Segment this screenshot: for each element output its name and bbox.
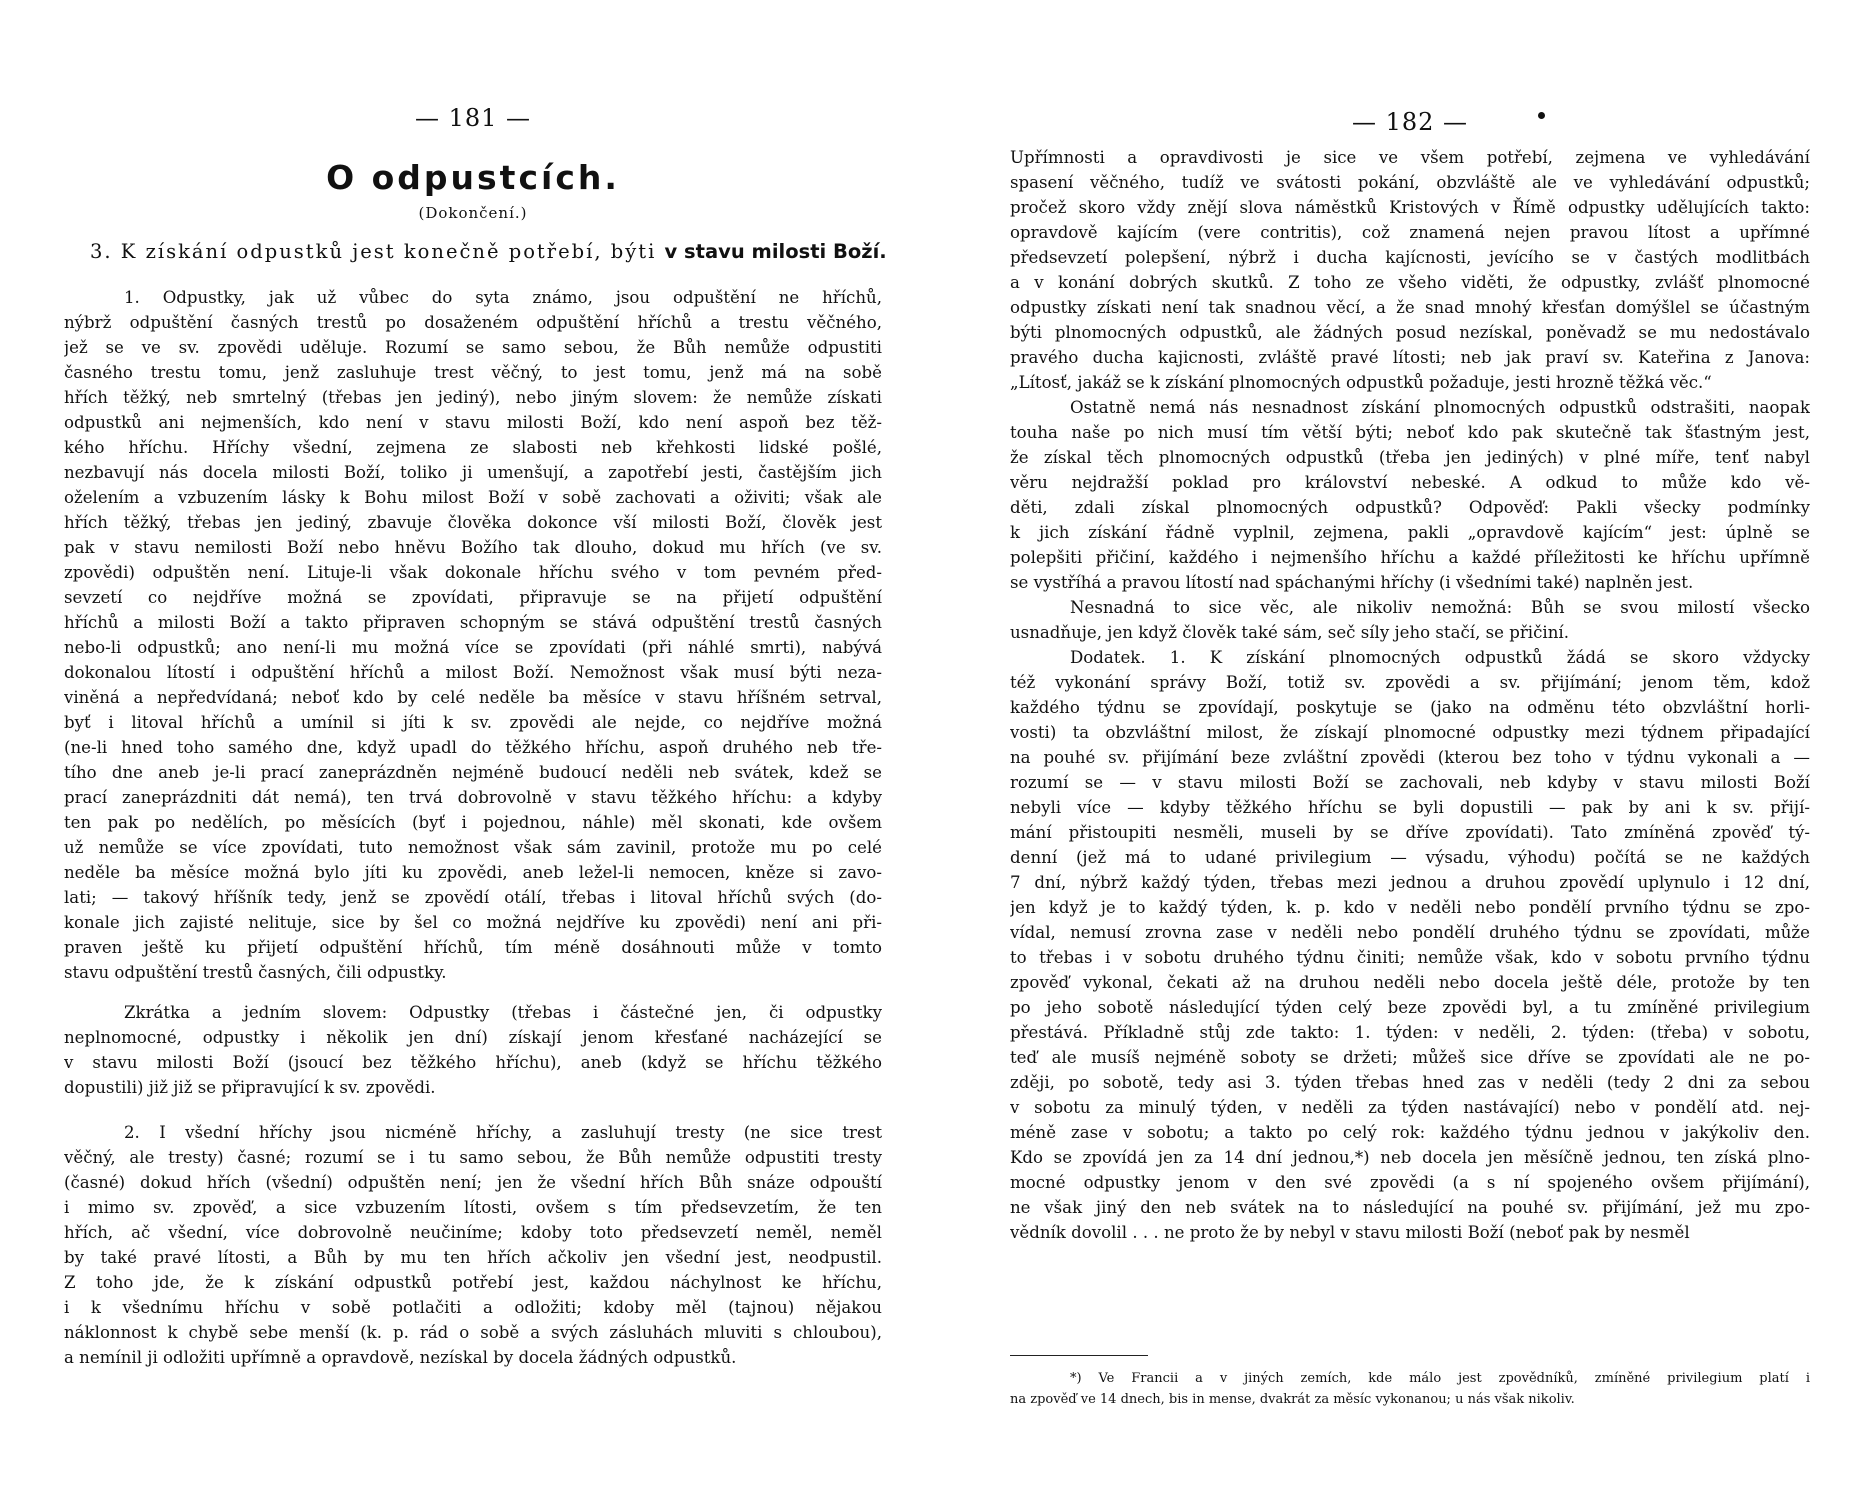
text-line: i mimo sv. zpověď, a sice vzbuzením lítosti, ovšem s tím předsevzetím, že ten bbox=[64, 1198, 882, 1217]
text-line: kého hříchu. Hříchy všední, zejmena ze slabosti neb křehkosti lidské pošlé, bbox=[64, 438, 882, 457]
text-line: hřích, ač všední, více dobrovolně neučiníme; kdoby toto předsevzetí neměl, neměl bbox=[64, 1223, 882, 1242]
page-number: — 182 — bbox=[1351, 108, 1469, 136]
text-line: odpustků ani nejmenších, kdo není v stavu milosti Boží, kdo není aspoň bez těž- bbox=[64, 413, 882, 432]
text-line: nebo-li odpustků; ano není-li mu možná více se zpovídati (při náhlé smrti), nabývá bbox=[64, 638, 882, 657]
text-line: každého týdnu se zpovídají, poskytuje se (jako na odměnu této obzvláštní horli- bbox=[1010, 698, 1810, 717]
text-line: Ostatně nemá nás nesnadnost získání plnomocných odpustků odstrašiti, naopak bbox=[1070, 398, 1810, 417]
paragraph bbox=[1010, 645, 1810, 1245]
text-line: jež se ve sv. zpovědi uděluje. Rozumí se samo sebou, že Bůh nemůže odpustiti bbox=[64, 338, 882, 357]
paragraph bbox=[64, 1120, 882, 1370]
text-line: na pouhé sv. přijímání beze zvláštní zpovědi (kterou bez toho v týdnu vykonali a — bbox=[1010, 748, 1810, 767]
text-line: teď ale musíš nejméně soboty se držeti; můžeš sice dříve se zpovídati ale ne po- bbox=[1010, 1048, 1810, 1067]
text-line: sevzetí co nejdříve možná se zpovídati, připravuje se na přijetí odpuštění bbox=[64, 588, 882, 607]
text-line: Zkrátka a jedním slovem: Odpustky (třebas i částečné jen, či odpustky bbox=[124, 1003, 882, 1022]
text-line: i k všednímu hříchu v sobě potlačiti a odložiti; kdoby měl (tajnou) nějakou bbox=[64, 1298, 882, 1317]
text-line: usnadňuje, jen když člověk také sám, seč síly jeho stačí, se přičiní. bbox=[1010, 623, 1569, 642]
text-line: neplnomocné, odpustky i několik jen dní) získají jenom křesťané nacházející se bbox=[64, 1028, 882, 1047]
text-line: též vykonání správy Boží, totiž sv. zpovědi a sv. přijímání; jenom těm, kdož bbox=[1010, 673, 1810, 692]
text-line: tího dne aneb je-li prací zaneprázdněn nejméně budoucí neděli neb svátek, kdež se bbox=[64, 763, 882, 782]
text-line: děti, zdali získal plnomocných odpustků? Odpověď: Pakli všecky podmínky bbox=[1010, 498, 1810, 517]
text-line: náklonnost k chybě sebe menší (k. p. rád o sobě a svých zásluhách mluviti s chloubou), bbox=[64, 1323, 882, 1342]
text-line: Upřímnosti a opravdivosti je sice ve všem potřebí, zejmena ve vyhledávání bbox=[1010, 148, 1810, 167]
text-line: spasení věčného, tudíž ve svátosti pokání, obzvláště ale ve vyhledávání odpustků; bbox=[1010, 173, 1810, 192]
paragraph bbox=[1010, 395, 1810, 595]
text-line: odpustky získati není tak snadnou věcí, a že snad mnohý křesťan domýšlel se účastným bbox=[1010, 298, 1810, 317]
chapter-title: O odpustcích. bbox=[326, 158, 620, 197]
text-line: že získal těch plnomocných odpustků (třeba jen jediných) v plné míře, tenť nabyl bbox=[1010, 448, 1810, 467]
text-line: v stavu milosti Boží (jsoucí bez těžkého hříchu), aneb (když se hříchu těžkého bbox=[64, 1053, 882, 1072]
text-line: věčný, ale tresty) časné; rozumí se i tu samo sebou, že Bůh nemůže odpustiti tresty bbox=[64, 1148, 882, 1167]
text-line: viněná a nepředvídaná; neboť kdo by celé neděle ba měsíce v stavu hříšném setrval, bbox=[64, 688, 882, 707]
text-line: vídal, nemusí zrovna zase v neděli nebo pondělí druhého týdnu se zpovídati, může bbox=[1010, 923, 1810, 942]
text-line: 2. I všední hříchy jsou nicméně hříchy, a zasluhují tresty (ne sice trest bbox=[124, 1123, 882, 1142]
text-line: neděle ba měsíce možná bylo jíti ku zpovědi, aneb ležel-li nemocen, kněze si zavo- bbox=[64, 863, 882, 882]
text-line: dopustili) již již se připravující k sv. zpovědi. bbox=[64, 1078, 436, 1097]
text-line: opravdově kajícím (vere contritis), což znamená nejen pravou lítost a upřímné bbox=[1010, 223, 1810, 242]
text-line: a v konání dobrých skutků. Z toho ze všeho viděti, že odpustky, zvlášť plnomocné bbox=[1010, 273, 1810, 292]
text-line: nebyli více — kdyby těžkého hříchu se byli dopustili — pak by ani k sv. přijí- bbox=[1010, 798, 1810, 817]
text-line: vosti) ta obzvláštní milost, že získají plnomocné odpustky mezi týdnem připadající bbox=[1010, 723, 1810, 742]
text-line: přestává. Příkladně stůj zde takto: 1. týden: v neděli, 2. týden: (třeba) v sobotu, bbox=[1010, 1023, 1810, 1042]
text-line: vědník dovolil . . . ne proto že by nebyl v stavu milosti Boží (neboť pak by nesměl bbox=[1010, 1223, 1690, 1242]
text-line: pak v stavu nemilosti Boží nebo hněvu Božího tak dlouho, dokud mu hřích (ve sv. bbox=[64, 538, 882, 557]
text-line: dokonalou lítostí i odpuštění hříchů a milost Boží. Nemožnost však musí býti neza- bbox=[64, 663, 882, 682]
text-line: nezbavují nás docela milosti Boží, toliko ji umenšují, a zapotřebí jesti, častějším jich bbox=[64, 463, 882, 482]
text-line: by také pravé lítosti, a Bůh by mu ten hřích ačkoliv jen všední jest, neodpustil. bbox=[64, 1248, 882, 1267]
text-line: mocné odpustky jenom v den své zpovědi (a s ní spojeného ovšem přijímání), bbox=[1010, 1173, 1810, 1192]
section-heading bbox=[90, 240, 887, 263]
text-line: se vystříhá a pravou lítostí nad spáchanými hříchy (i všedními také) naplněn jest. bbox=[1010, 573, 1694, 592]
text-line: polepšiti přičiní, každého i nejmenšího hříchu a každé příležitosti ke hříchu upřímně bbox=[1010, 548, 1810, 567]
text-line: praven ještě ku přijetí odpuštění hříchů, tím méně dosáhnouti může v tomto bbox=[64, 938, 882, 957]
text-line: 7 dní, nýbrž každý týden, třebas mezi jednou a druhou zpovědí uplynulo i 12 dní, bbox=[1010, 873, 1810, 892]
text-line: lati; — takový hříšník tedy, jenž se zpovědí otálí, třebas i litoval hříchů svých (do- bbox=[64, 888, 882, 907]
text-line: mání přistoupiti nesměli, museli by se dříve zpovídati). Tato zmíněná zpověď tý- bbox=[1010, 823, 1810, 842]
footnote bbox=[1010, 1368, 1810, 1410]
text-line: pročež skoro vždy znějí slova náměstků Kristových v Římě odpustky udělujících takto: bbox=[1010, 198, 1810, 217]
text-line: prací zaneprázdniti dát nemá), ten trvá dobrovolně v stavu těžkého hříchu: a kdyby bbox=[64, 788, 882, 807]
text-line: věru nejdražší poklad pro království nebeské. A odkud to může kdo vě- bbox=[1010, 473, 1810, 492]
paragraph bbox=[64, 1000, 882, 1100]
text-line: hříchů a milosti Boží a takto připraven schopným se stává odpuštění trestů časných bbox=[64, 613, 882, 632]
page-number: — 181 — bbox=[414, 104, 532, 132]
text-line: nýbrž odpuštění časných trestů po dosaženém odpuštění hříchů a trestu věčného, bbox=[64, 313, 882, 332]
text-line: zpověď vykonal, čekati až na druhou neděli nebo docela ještě déle, protože by ten bbox=[1010, 973, 1810, 992]
text-line: zpovědi) odpuštěn není. Lituje-li však dokonale hříchu svého v tom pevném před- bbox=[64, 563, 882, 582]
text-line: časného trestu tomu, jenž zasluhuje trest věčný, to jest tomu, jenž má na sobě bbox=[64, 363, 882, 382]
footnote-divider bbox=[1010, 1355, 1148, 1356]
paragraph bbox=[1010, 595, 1810, 645]
text-line: Dodatek. 1. K získání plnomocných odpustků žádá se skoro vždycky bbox=[1070, 648, 1810, 667]
text-line: ten pak po nedělích, po měsících (byť i pojednou, náhle) měl skonati, kde ovšem bbox=[64, 813, 882, 832]
text-line: *) Ve Francii a v jiných zemích, kde málo jest zpovědníků, zmíněné privilegium platí i bbox=[1070, 1371, 1810, 1386]
chapter-subtitle: (Dokončení.) bbox=[418, 204, 528, 222]
text-line: oželením a vzbuzením lásky k Bohu milost Boží v sobě zachovati a oživiti; však ale bbox=[64, 488, 882, 507]
text-line: stavu odpuštění trestů časných, čili odpustky. bbox=[64, 963, 447, 982]
text-line: byť i litoval hříchů a umínil si jíti k sv. zpovědi ale nejde, co nejdříve možná bbox=[64, 713, 882, 732]
text-line: konale jich zajisté nelituje, sice by šel co možná nejdříve ku zpovědi) není ani při- bbox=[64, 913, 882, 932]
text-line: zději, po sobotě, tedy asi 3. týden třebas hned zas v neděli (tedy 2 dni za sebou bbox=[1010, 1073, 1810, 1092]
ink-dot bbox=[1538, 112, 1545, 119]
text-line: už nemůže se více zpovídati, tuto nemožnost však sám zavinil, protože mu po celé bbox=[64, 838, 882, 857]
text-line: (ne-li hned toho samého dne, když upadl do těžkého hříchu, aspoň druhého neb tře- bbox=[64, 738, 882, 757]
text-line: býti plnomocných odpustků, ale žádných posud nezískal, poněvadž se mu nedostávalo bbox=[1010, 323, 1810, 342]
text-line: rozumí se — v stavu milosti Boží se zachovali, neb kdyby v stavu milosti Boží bbox=[1010, 773, 1810, 792]
text-line: denní (jež má to udané privilegium — výsadu, výhodu) počítá se ne každých bbox=[1010, 848, 1810, 867]
text-line: na zpověď ve 14 dnech, bis in mense, dvakrát za měsíc vykonanou; u nás však nikoliv. bbox=[1010, 1392, 1575, 1407]
text-line: touha naše po nich musí tím větší býti; neboť kdo pak skutečně tak šťastným jest, bbox=[1010, 423, 1810, 442]
paragraph bbox=[1010, 145, 1810, 395]
text-line: Nesnadná to sice věc, ale nikoliv nemožná: Bůh se svou milostí všecko bbox=[1070, 598, 1810, 617]
text-line: Kdo se zpovídá jen za 14 dní jednou,*) neb docela jen měsíčně jednou, ten získá plno- bbox=[1010, 1148, 1810, 1167]
text-line: hřích těžký, neb smrtelný (třebas jen jediný), nebo jiným slovem: že nemůže získati bbox=[64, 388, 882, 407]
text-line: a nemínil ji odložiti upřímně a opravdově, nezískal by docela žádných odpustků. bbox=[64, 1348, 737, 1367]
text-line: méně zase v sobotu; a takto po celý rok: každého týdnu jednou v jakýkoliv den. bbox=[1010, 1123, 1810, 1142]
text-line: 1. Odpustky, jak už vůbec do syta známo, jsou odpuštění ne hříchů, bbox=[124, 288, 882, 307]
text-line: po jeho sobotě následující týden celý beze zpovědi byl, a tu zmíněné privilegium bbox=[1010, 998, 1810, 1017]
text-line: předsevzetí polepšení, nýbrž i ducha kajícnosti, jevícího se v častých modlitbách bbox=[1010, 248, 1810, 267]
text-line: „Lítosť, jakáž se k získání plnomocných odpustků požaduje, jesti hrozně těžká věc.“ bbox=[1010, 373, 1712, 392]
text-line: jen když je to každý týden, k. p. kdo v neděli nebo pondělí prvního týdnu se zpo- bbox=[1010, 898, 1810, 917]
paragraph bbox=[64, 285, 882, 985]
text-line: pravého ducha kajicnosti, zvláště pravé lítosti; neb jak praví sv. Kateřina z Janova: bbox=[1010, 348, 1810, 367]
section-heading-bold: v stavu milosti Boží. bbox=[664, 240, 887, 263]
text-line: ne však jiný den neb svátek na to následující na pouhé sv. přijímání, jež mu zpo- bbox=[1010, 1198, 1810, 1217]
text-line: hřích těžký, třebas jen jediný, zbavuje člověka dokonce vší milosti Boží, člověk jest bbox=[64, 513, 882, 532]
text-line: Z toho jde, že k získání odpustků potřebí jest, každou náchylnost ke hříchu, bbox=[64, 1273, 882, 1292]
text-line: to třebas i v sobotu druhého týdnu činiti; nemůže však, kdo v sobotu prvního týdnu bbox=[1010, 948, 1810, 967]
text-line: (časné) dokud hřích (všední) odpuštěn není; jen že všední hřích Bůh snáze odpouští bbox=[64, 1173, 882, 1192]
text-line: k jich získání řádně vyplnil, zejmena, pakli „opravdově kajícím“ jest: úplně se bbox=[1010, 523, 1810, 542]
section-heading-text: 3. K získání odpustků jest konečně potřebí, býti bbox=[90, 240, 657, 263]
text-line: v sobotu za minulý týden, v neděli za týden nastávající) nebo v pondělí atd. nej- bbox=[1010, 1098, 1810, 1117]
